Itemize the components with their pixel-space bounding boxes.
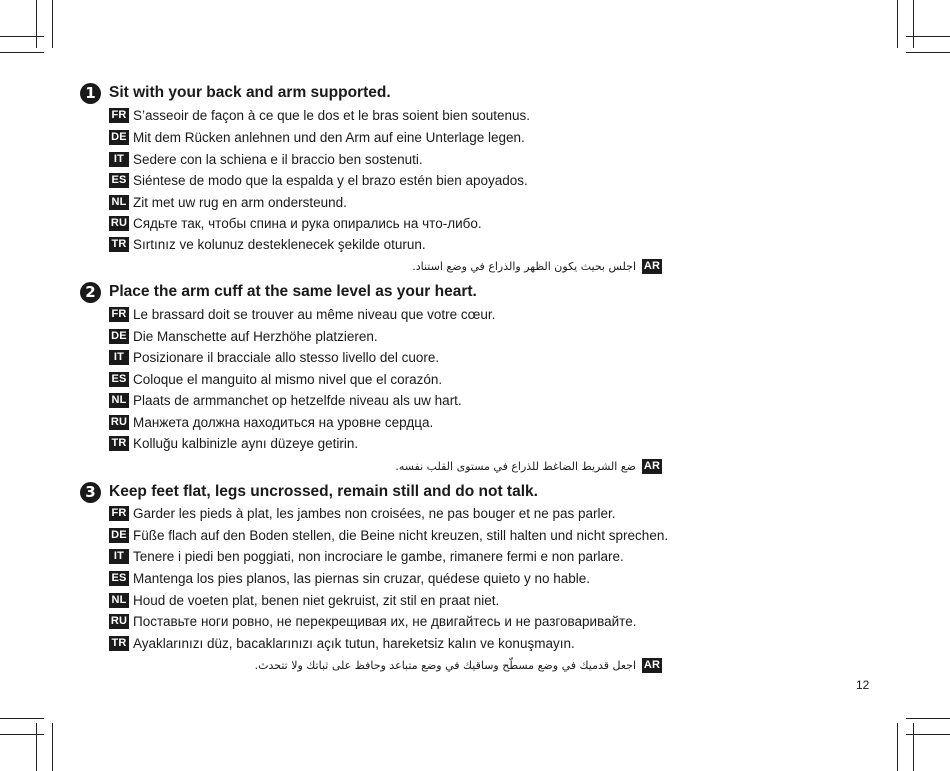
instruction-line: [109, 391, 462, 409]
crop-mark: [913, 723, 914, 771]
instruction-text: Tenere i piedi ben poggiati, non incrociare le gambe, rimanere fermi e non parlare.: [133, 548, 624, 564]
step-title: Place the arm cuff at the same level as your heart.: [109, 283, 477, 300]
instruction-text: Coloque el manguito al mismo nivel que el corazón.: [133, 371, 443, 387]
language-badge: FR: [109, 506, 129, 521]
crop-mark: [906, 52, 950, 53]
instruction-text: Houd de voeten plat, benen niet gekruist, zit stil en praat niet.: [133, 592, 500, 608]
crop-mark: [0, 734, 44, 735]
crop-mark: [906, 36, 950, 37]
instruction-line: [109, 235, 426, 253]
language-badge: NL: [109, 593, 129, 608]
language-badge: ES: [109, 571, 129, 586]
instruction-text: Mit dem Rücken anlehnen und den Arm auf eine Unterlage legen.: [133, 129, 525, 145]
step-number-icon: 3: [80, 482, 101, 503]
instruction-text: Манжета должна находиться на уровне сердца.: [133, 414, 434, 430]
step-header: [80, 480, 538, 504]
language-badge: TR: [109, 436, 129, 451]
instruction-text: Die Manschette auf Herzhöhe platzieren.: [133, 328, 378, 344]
language-badge: AR: [643, 259, 661, 272]
language-badge: DE: [109, 130, 129, 145]
crop-mark: [906, 718, 950, 719]
instruction-line: [109, 193, 347, 211]
crop-mark: [0, 52, 44, 53]
step-title: Keep feet flat, legs uncrossed, remain still and do not talk.: [109, 483, 538, 500]
instruction-text: Plaats de armmanchet op hetzelfde niveau als uw hart.: [133, 392, 462, 408]
instruction-line: [109, 526, 668, 544]
step-number-icon: 1: [80, 83, 101, 104]
instruction-line: [109, 434, 358, 452]
crop-mark: [36, 0, 37, 48]
arabic-instruction-text: اجلس بحيث يكون الظهر والذراع في وضع استناد.: [412, 259, 636, 273]
instruction-line: [109, 128, 525, 146]
arabic-instruction-line: [395, 457, 662, 475]
language-badge: ES: [109, 372, 129, 387]
instruction-text: Posizionare il bracciale allo stesso livello del cuore.: [133, 349, 440, 365]
language-badge: DE: [109, 528, 129, 543]
instruction-text: Сядьте так, чтобы спина и рука опирались на что-либо.: [133, 215, 482, 231]
instruction-text: Garder les pieds à plat, les jambes non croisées, ne pas bouger et ne pas parler.: [133, 505, 616, 521]
instruction-text: Le brassard doit se trouver au même niveau que votre cœur.: [133, 306, 496, 322]
language-badge: FR: [109, 307, 129, 322]
step-number-icon: 2: [80, 282, 101, 303]
language-badge: RU: [110, 415, 128, 428]
language-badge: FR: [109, 108, 129, 123]
instruction-text: S’asseoir de façon à ce que le dos et le bras soient bien soutenus.: [133, 107, 531, 123]
crop-mark: [52, 0, 53, 48]
instruction-line: [109, 547, 624, 565]
instruction-text: Zit met uw rug en arm ondersteund.: [133, 194, 347, 210]
instruction-text: Kolluğu kalbinizle aynı düzeye getirin.: [133, 435, 359, 451]
instruction-text: Siéntese de modo que la espalda y el brazo estén bien apoyados.: [133, 172, 528, 188]
step-title: Sit with your back and arm supported.: [109, 84, 391, 101]
instruction-text: Поставьте ноги ровно, не перекрещивая их, не двигайтесь и не разговаривайте.: [133, 613, 637, 629]
crop-mark: [913, 0, 914, 48]
instruction-line: [109, 348, 439, 366]
step-header: [80, 81, 391, 105]
instruction-line: [109, 106, 530, 124]
instruction-line: [109, 612, 636, 630]
language-badge: NL: [109, 393, 129, 408]
arabic-instruction-text: اجعل قدميك في وضع مسطّح وساقيك في وضع متباعد وحافظ على ثباتك ولا تتحدث.: [254, 658, 636, 672]
language-badge: AR: [643, 658, 661, 671]
language-badge: AR: [643, 459, 661, 472]
language-badge: IT: [109, 152, 129, 167]
instruction-line: [109, 413, 433, 431]
language-badge: TR: [109, 636, 129, 651]
instruction-line: [109, 171, 528, 189]
language-badge: NL: [109, 195, 129, 210]
language-badge: RU: [110, 614, 128, 627]
instruction-text: Ayaklarınızı düz, bacaklarınızı açık tutun, hareketsiz kalın ve konuşmayın.: [133, 635, 575, 651]
crop-mark: [897, 0, 898, 48]
language-badge: RU: [110, 216, 128, 229]
crop-mark: [0, 718, 44, 719]
instruction-text: Sırtınız ve kolunuz desteklenecek şekilde oturun.: [133, 236, 426, 252]
instruction-line: [109, 150, 423, 168]
instruction-line: [109, 327, 378, 345]
language-badge: TR: [109, 237, 129, 252]
instruction-line: [109, 634, 575, 652]
crop-mark: [897, 723, 898, 771]
page-number: 12: [856, 678, 870, 692]
instruction-text: Mantenga los pies planos, las piernas sin cruzar, quédese quieto y no hable.: [133, 570, 591, 586]
arabic-instruction-text: ضع الشريط الضاغط للذراع في مستوى القلب نفسه.: [395, 459, 636, 473]
crop-mark: [906, 734, 950, 735]
language-badge: DE: [109, 329, 129, 344]
arabic-instruction-line: [412, 257, 662, 275]
instruction-line: [109, 214, 482, 232]
crop-mark: [52, 723, 53, 771]
instruction-line: [109, 305, 495, 323]
crop-mark: [0, 36, 44, 37]
instruction-line: [109, 504, 616, 522]
instruction-text: Sedere con la schiena e il braccio ben sostenuti.: [133, 151, 423, 167]
language-badge: ES: [109, 173, 129, 188]
crop-mark: [36, 723, 37, 771]
arabic-instruction-line: [255, 656, 662, 674]
instruction-line: [109, 591, 499, 609]
instruction-text: Füße flach auf den Boden stellen, die Beine nicht kreuzen, still halten und nicht sprechen.: [133, 527, 669, 543]
instruction-line: [109, 370, 442, 388]
instruction-line: [109, 569, 590, 587]
step-header: [80, 280, 477, 304]
language-badge: IT: [109, 350, 129, 365]
language-badge: IT: [109, 549, 129, 564]
